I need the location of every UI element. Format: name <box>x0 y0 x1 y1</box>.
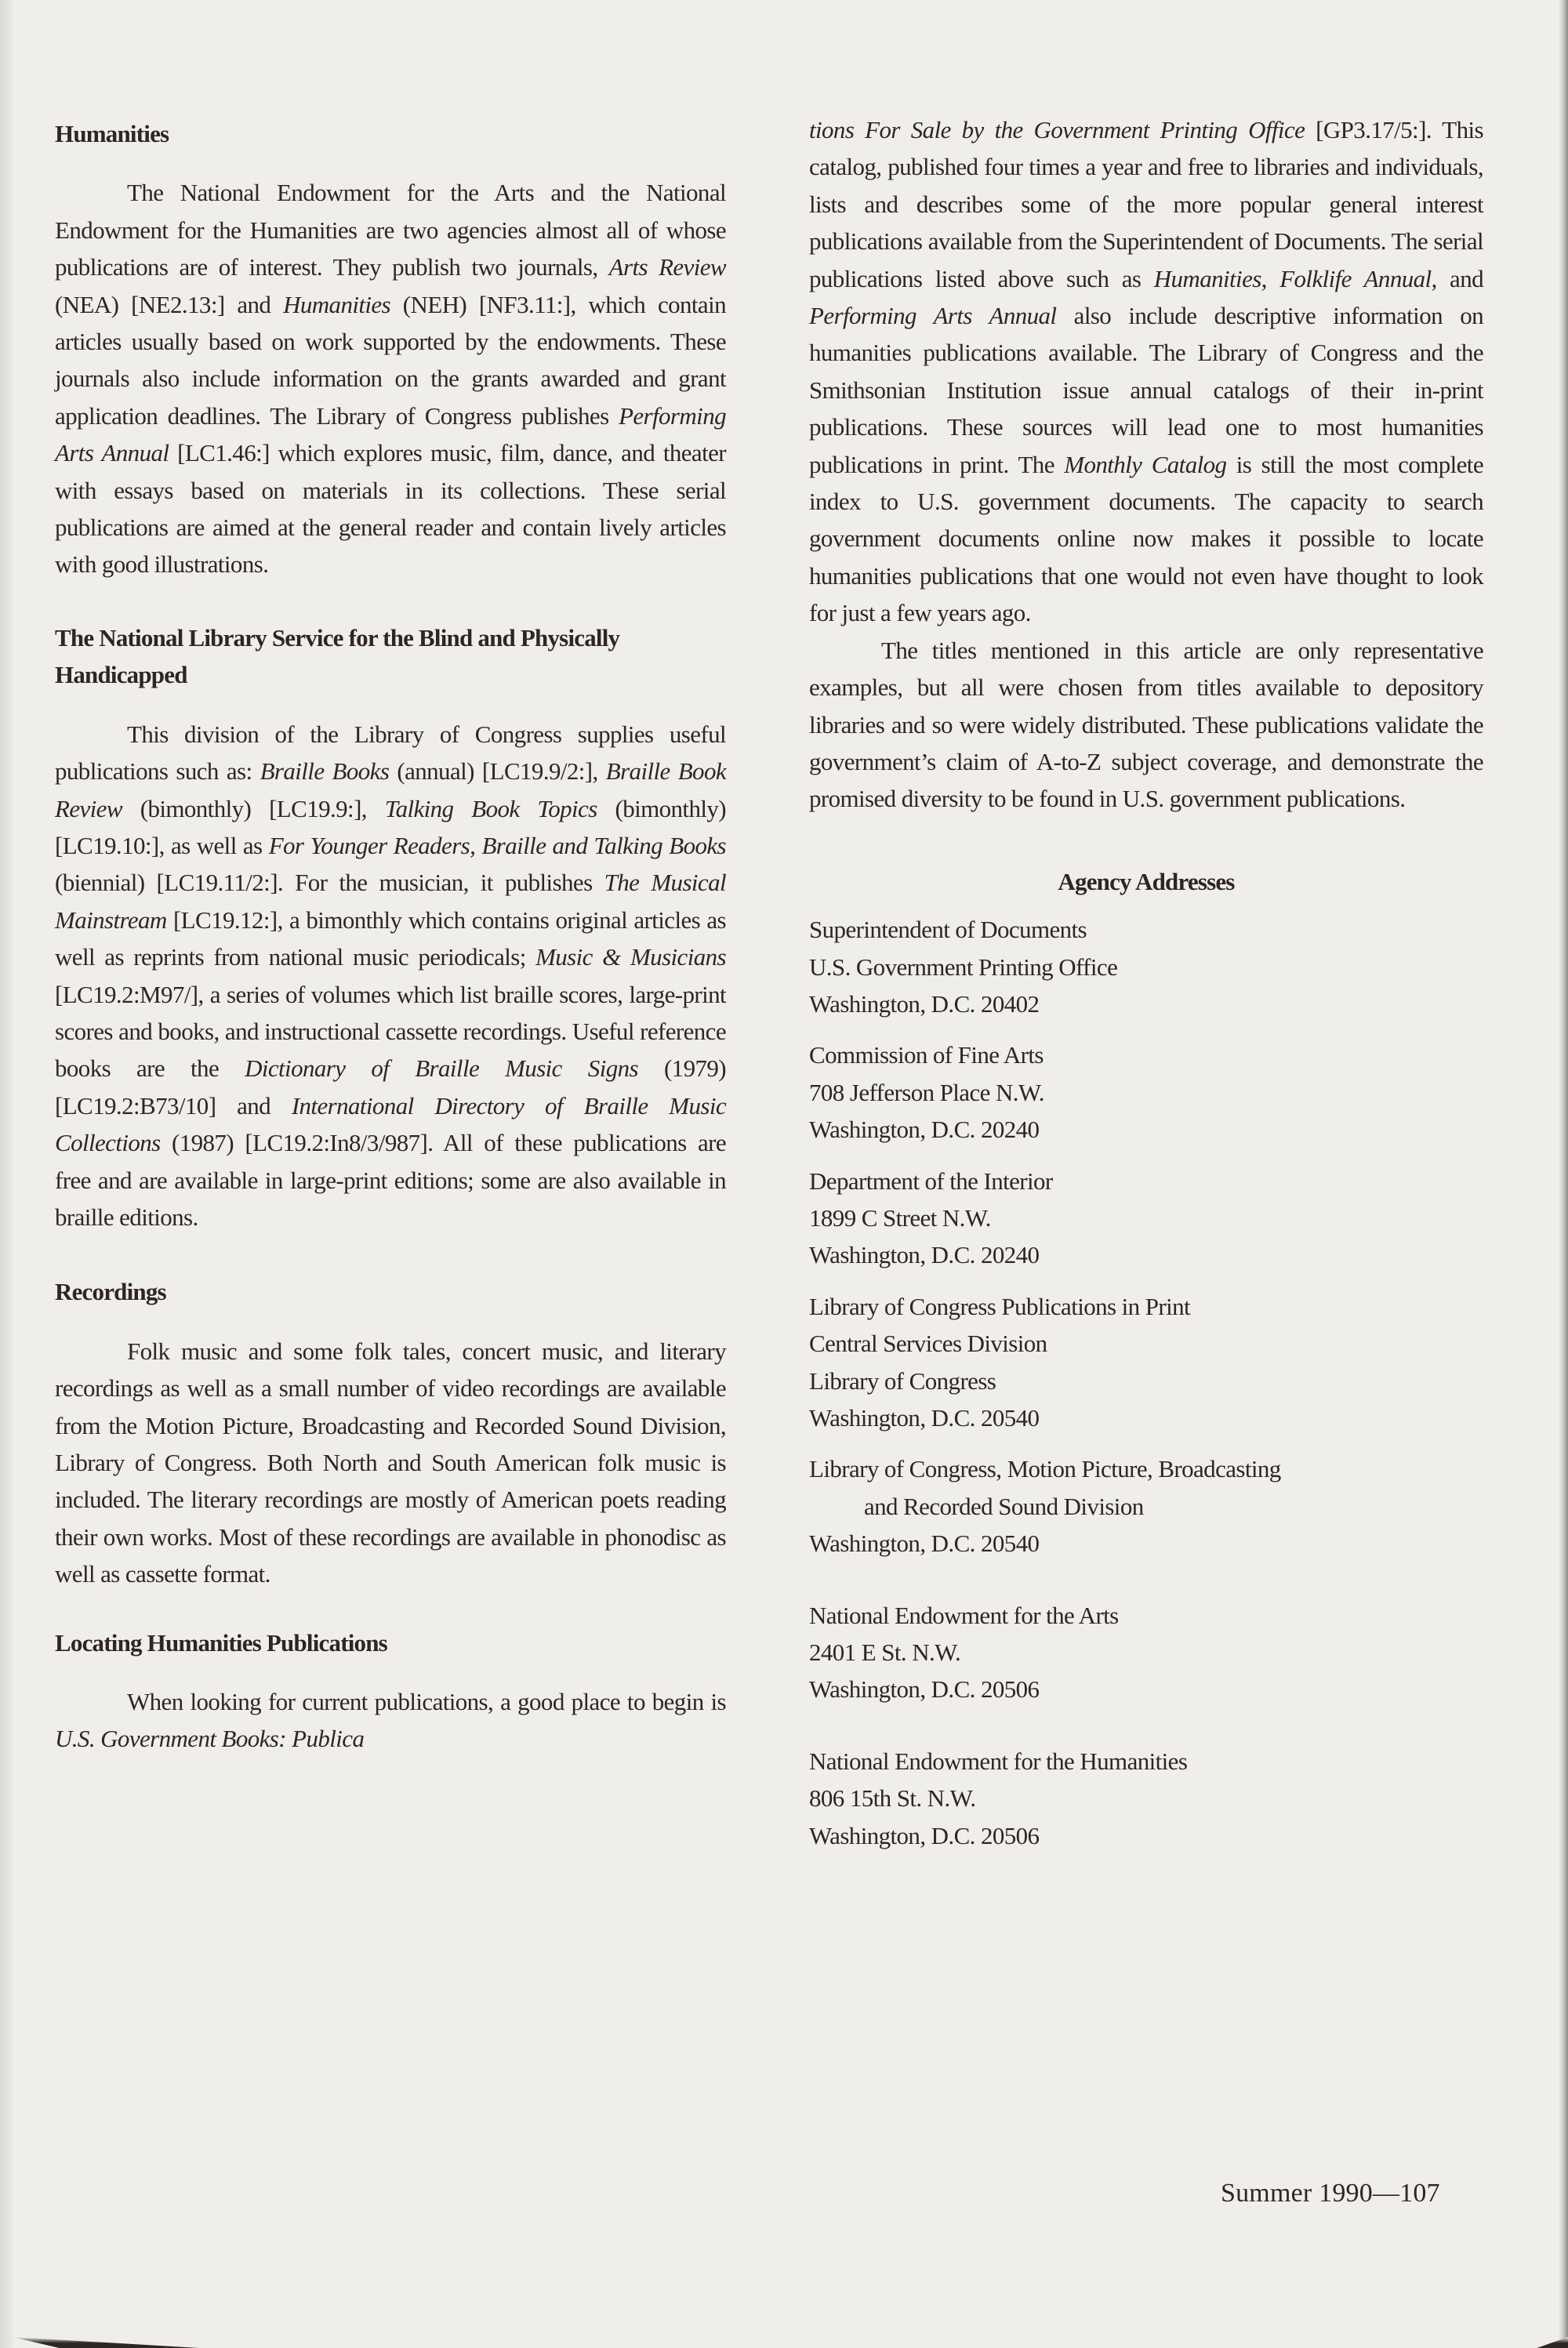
italic-title-text: Talking Book Topics <box>384 794 597 822</box>
italic-title-text: For Younger Readers, Braille and Talking Books <box>268 831 726 859</box>
body-text: Folk music and some folk tales, concert music, and literary recordings as well as a small number of video recordings are available from the Motion Picture, Broadcasting and Recorded Sound Division, Library of Congress. Both North and South American folk music is included. The literary recordings are mostly of American poets reading their own works. Most of these recordings are available in phonodisc as well as cassette format. <box>55 1337 726 1588</box>
address-line: Washington, D.C. 20240 <box>809 1116 1040 1144</box>
italic-title-text: Arts Review <box>608 253 726 281</box>
address-line: U.S. Government Printing Office <box>809 953 1118 981</box>
italic-title-text: International Directory of Braille Music Collections <box>55 1091 727 1157</box>
italic-title-text: Humanities <box>283 290 391 318</box>
address-line: Library of Congress, Motion Picture, Broadcasting <box>809 1455 1281 1483</box>
address-loc-publications-in-print <box>809 1288 1483 1437</box>
address-nea <box>809 1597 1483 1708</box>
body-text: (1987) [LC19.2:In8/3/987]. All of these publications are free and are available in large-print editions; some are also available in braille editions. <box>55 1129 726 1231</box>
address-line: Superintendent of Documents <box>809 916 1087 944</box>
address-line: Washington, D.C. 20540 <box>809 1404 1040 1432</box>
paragraph-locating-publications <box>55 1683 726 1758</box>
address-line: and Recorded Sound Division <box>864 1492 1144 1520</box>
body-text: also include descriptive information on humanities publications available. The Library of Congress and the Smithsonian Institution issue annual catalogs of their in-print publications. These sources will lead one to most humanities publications in print. The <box>809 302 1484 478</box>
body-text: (bimonthly) [LC19.10:], as well as <box>55 794 726 859</box>
italic-title-text: Humanities, Folklife Annual, <box>1153 264 1437 292</box>
paragraph-recordings <box>55 1333 726 1593</box>
address-line: Department of the Interior <box>809 1167 1053 1195</box>
body-text: [LC1.46:] which explores music, film, dance, and theater with essays based on materials in its collections. These serial publications are aimed at the general reader and contain lively articles with good illustrations. <box>55 439 726 579</box>
address-commission-of-fine-arts <box>809 1036 1483 1148</box>
body-text: and <box>1436 264 1484 292</box>
address-line: 708 Jefferson Place N.W. <box>809 1078 1044 1106</box>
address-line: Commission of Fine Arts <box>809 1041 1044 1069</box>
address-loc-motion-picture-division <box>809 1450 1483 1562</box>
address-line: National Endowment for the Humanities <box>809 1747 1188 1775</box>
left-column <box>55 115 726 1758</box>
body-text: [LC19.2:M97/], a series of volumes which list braille scores, large-print scores and books, and instructional cassette recordings. Useful reference books are the <box>55 980 726 1083</box>
right-column <box>809 111 1483 1854</box>
italic-title-text: The Musical Mainstream <box>55 869 726 934</box>
paragraph-humanities <box>55 174 726 582</box>
section-heading-humanities: Humanities <box>55 120 169 147</box>
address-line: Library of Congress <box>809 1366 996 1395</box>
address-line: Washington, D.C. 20506 <box>809 1821 1040 1849</box>
address-line: National Endowment for the Arts <box>809 1601 1119 1629</box>
italic-title-text: Music & Musicians <box>535 943 726 971</box>
section-heading-recordings: Recordings <box>55 1278 166 1306</box>
page-edge-left <box>0 0 13 2348</box>
address-line: 806 15th St. N.W. <box>809 1784 976 1813</box>
address-line: Central Services Division <box>809 1330 1047 1358</box>
address-line: 2401 E St. N.W. <box>809 1639 961 1667</box>
body-text: This division of the Library of Congress supplies useful publications such as: <box>55 720 726 786</box>
address-line: Library of Congress Publications in Print <box>809 1292 1190 1320</box>
italic-title-text: Performing Arts Annual <box>55 401 726 467</box>
section-heading-national-library-service: The National Library Service for the Blind and Physically Handicapped <box>55 623 620 689</box>
paragraph-closing: The titles mentioned in this article are only representative examples, but all were chosen from titles available to depository libraries and so were widely distributed. These publications validate the government’s claim of A-to-Z subject coverage, and demonstrate the promised diversity to be found in U.S. government publications. <box>809 636 1483 813</box>
agency-addresses-heading: Agency Addresses <box>1058 867 1235 895</box>
body-text: (annual) [LC19.9/2:], <box>389 757 606 786</box>
italic-title-text: tions For Sale by the Government Printing Office <box>809 116 1305 143</box>
body-text: (bimonthly) [LC19.9:], <box>122 794 385 822</box>
body-text: (biennial) [LC19.11/2:]. For the musician, it publishes <box>55 869 604 897</box>
body-text: (NEH) [NF3.11:], which contain articles usually based on work supported by the endowments. These journals also include information on the grants awarded and grant application deadlines. The Library of Congress publishes <box>55 290 727 430</box>
address-line: Washington, D.C. 20240 <box>809 1241 1040 1269</box>
italic-title-text: Braille Book Review <box>55 757 727 822</box>
italic-title-text: U.S. Government Books: Publica <box>55 1725 365 1753</box>
address-neh <box>809 1743 1483 1854</box>
address-line: Washington, D.C. 20540 <box>809 1530 1040 1558</box>
paragraph-national-library-service <box>55 716 726 1236</box>
address-superintendent-of-documents <box>809 911 1483 1022</box>
italic-title-text: Dictionary of Braille Music Signs <box>245 1054 638 1083</box>
italic-title-text: Performing Arts Annual <box>809 302 1057 330</box>
address-department-of-interior <box>809 1163 1483 1274</box>
body-text: [GP3.17/5:]. This catalog, published four times a year and free to libraries and individuals, lists and describes some of the more popular general interest publications available from the Superintendent of Documents. The serial publications listed above such as <box>809 116 1483 292</box>
page-bottom-edge <box>13 2337 1568 2348</box>
address-line: Washington, D.C. 20506 <box>809 1675 1040 1704</box>
page-footer-issue-and-page-number: Summer 1990—107 <box>1221 2179 1440 2208</box>
body-text: When looking for current publications, a good place to begin is <box>127 1688 726 1716</box>
body-text: The National Endowment for the Arts and the National Endowment for the Humanities are two agencies almost all of whose publications are of interest. They publish two journals, <box>55 179 726 281</box>
body-text: is still the most complete index to U.S. government documents. The capacity to search government documents online now makes it possible to locate humanities publications that one would not even have thought to look for just a few years ago. <box>809 450 1483 627</box>
page-edge-right <box>1559 0 1568 2348</box>
body-text: (NEA) [NE2.13:] and <box>55 290 284 318</box>
body-text: (1979) [LC19.2:B73/10] and <box>55 1054 726 1120</box>
paragraph-continuation <box>809 111 1483 632</box>
address-line: Washington, D.C. 20402 <box>809 989 1040 1018</box>
body-text: [LC19.12:], a bimonthly which contains original articles as well as reprints from national music periodicals; <box>55 905 726 971</box>
italic-title-text: Braille Books <box>260 757 390 786</box>
italic-title-text: Monthly Catalog <box>1064 450 1227 478</box>
address-list <box>809 911 1483 1854</box>
section-heading-locating-publications: Locating Humanities Publications <box>55 1628 387 1657</box>
address-line: 1899 C Street N.W. <box>809 1203 991 1232</box>
